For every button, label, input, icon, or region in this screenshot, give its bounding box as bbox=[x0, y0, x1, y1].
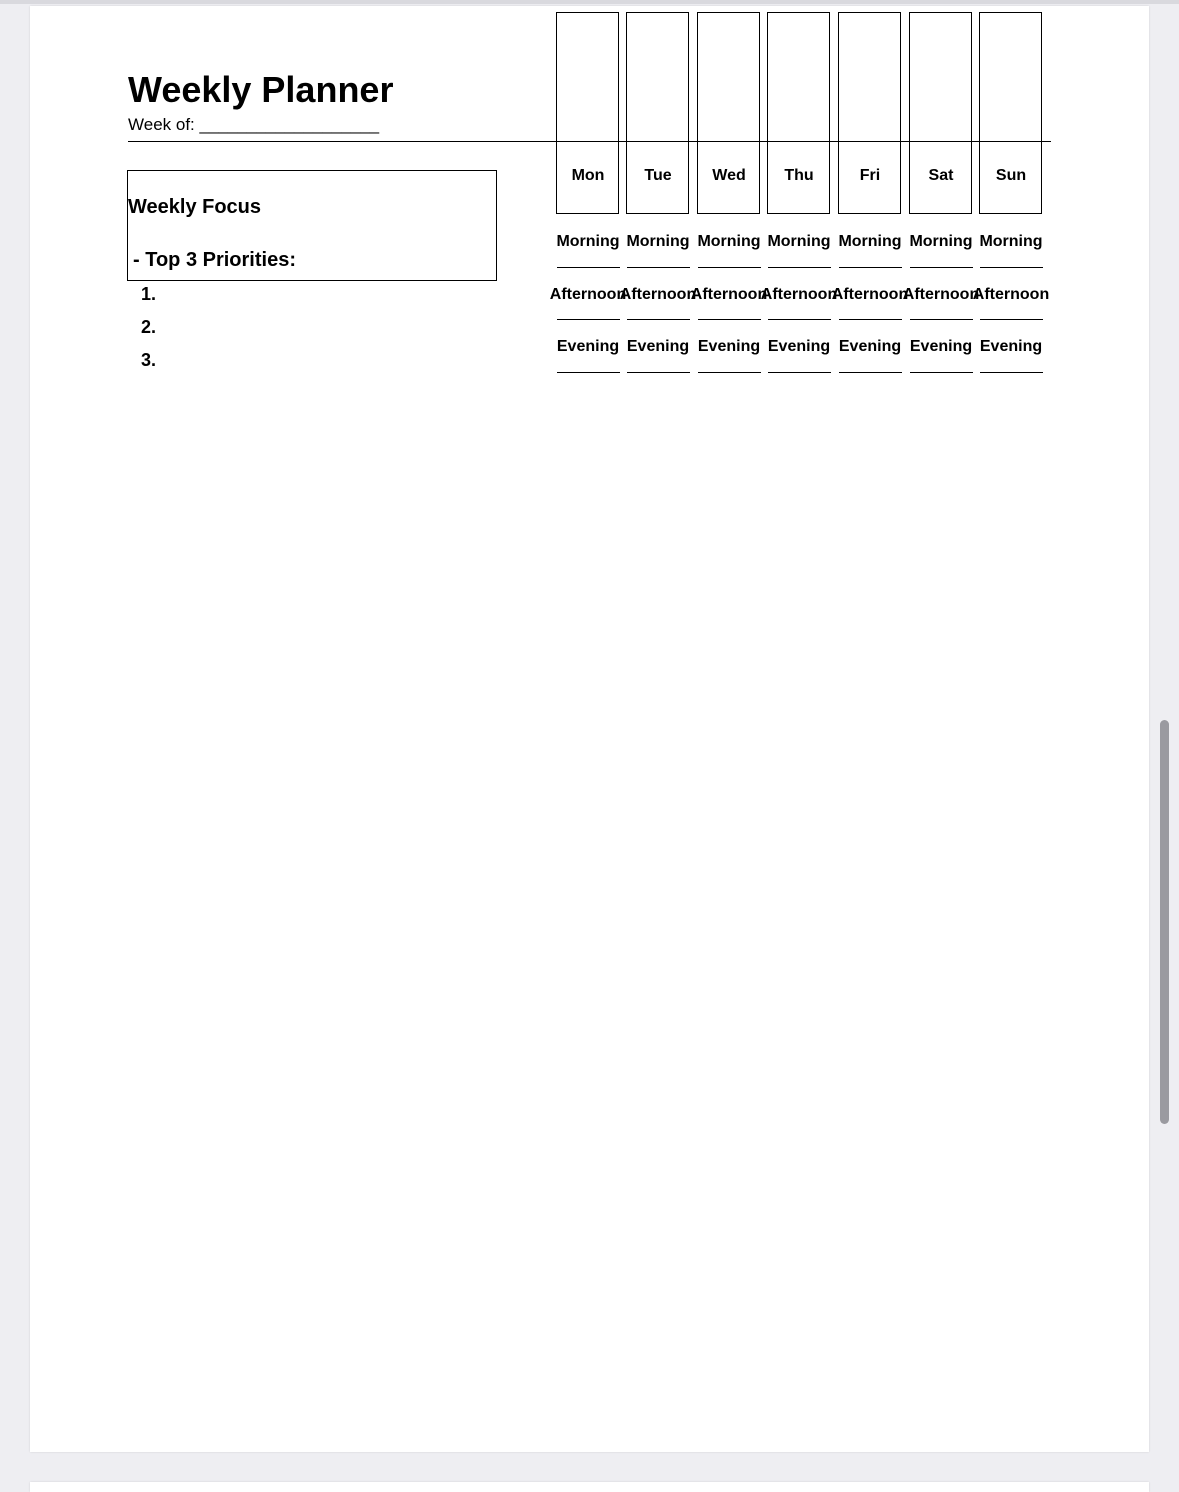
evening-line bbox=[839, 372, 902, 373]
evening-line bbox=[557, 372, 620, 373]
day-column-sun bbox=[972, 12, 1050, 382]
afternoon-label: Afternoon bbox=[549, 286, 627, 303]
afternoon-label: Afternoon bbox=[690, 286, 768, 303]
morning-line bbox=[698, 267, 761, 268]
afternoon-label: Afternoon bbox=[902, 286, 980, 303]
evening-label: Evening bbox=[979, 338, 1043, 355]
afternoon-label: Afternoon bbox=[619, 286, 697, 303]
morning-line bbox=[627, 267, 690, 268]
afternoon-line bbox=[768, 319, 831, 320]
afternoon-line bbox=[698, 319, 761, 320]
morning-label: Morning bbox=[626, 233, 690, 250]
evening-line bbox=[768, 372, 831, 373]
afternoon-label: Afternoon bbox=[972, 286, 1050, 303]
afternoon-label: Afternoon bbox=[831, 286, 909, 303]
viewer-top-edge bbox=[0, 0, 1179, 4]
priority-number: 1. bbox=[141, 284, 157, 304]
day-name: Tue bbox=[644, 167, 672, 184]
morning-line bbox=[910, 267, 973, 268]
evening-line bbox=[698, 372, 761, 373]
afternoon-line bbox=[627, 319, 690, 320]
afternoon-line bbox=[839, 319, 902, 320]
day-name: Fri bbox=[859, 167, 881, 184]
top-priorities-label: - Top 3 Priorities: bbox=[133, 249, 296, 271]
day-name: Mon bbox=[571, 167, 605, 184]
evening-line bbox=[910, 372, 973, 373]
morning-label: Morning bbox=[697, 233, 761, 250]
afternoon-line bbox=[910, 319, 973, 320]
day-column-mon bbox=[549, 12, 627, 382]
morning-label: Morning bbox=[838, 233, 902, 250]
evening-label: Evening bbox=[697, 338, 761, 355]
morning-line bbox=[839, 267, 902, 268]
evening-label: Evening bbox=[767, 338, 831, 355]
page-title: Weekly Planner bbox=[128, 69, 394, 110]
afternoon-line bbox=[557, 319, 620, 320]
weekly-focus-heading: Weekly Focus bbox=[128, 196, 262, 218]
afternoon-line bbox=[980, 319, 1043, 320]
evening-label: Evening bbox=[838, 338, 902, 355]
document-page bbox=[30, 6, 1149, 1452]
morning-line bbox=[980, 267, 1043, 268]
day-column-sat bbox=[902, 12, 980, 382]
evening-label: Evening bbox=[556, 338, 620, 355]
day-name: Sun bbox=[995, 167, 1027, 184]
day-column-thu bbox=[760, 12, 838, 382]
morning-label: Morning bbox=[909, 233, 973, 250]
morning-line bbox=[768, 267, 831, 268]
next-document-page bbox=[30, 1482, 1149, 1492]
day-column-wed bbox=[690, 12, 768, 382]
priority-number: 3. bbox=[141, 350, 157, 370]
morning-line bbox=[557, 267, 620, 268]
evening-line bbox=[627, 372, 690, 373]
evening-label: Evening bbox=[909, 338, 973, 355]
evening-label: Evening bbox=[626, 338, 690, 355]
priority-number: 2. bbox=[141, 317, 157, 337]
morning-label: Morning bbox=[556, 233, 620, 250]
evening-line bbox=[980, 372, 1043, 373]
day-column-fri bbox=[831, 12, 909, 382]
vertical-scrollbar[interactable] bbox=[1160, 720, 1169, 1124]
afternoon-label: Afternoon bbox=[760, 286, 838, 303]
day-name: Wed bbox=[712, 167, 746, 184]
morning-label: Morning bbox=[767, 233, 831, 250]
day-column-tue bbox=[619, 12, 697, 382]
day-name: Thu bbox=[784, 167, 814, 184]
day-name: Sat bbox=[928, 167, 954, 184]
morning-label: Morning bbox=[979, 233, 1043, 250]
week-of-field: Week of: ___________________ bbox=[128, 115, 380, 134]
